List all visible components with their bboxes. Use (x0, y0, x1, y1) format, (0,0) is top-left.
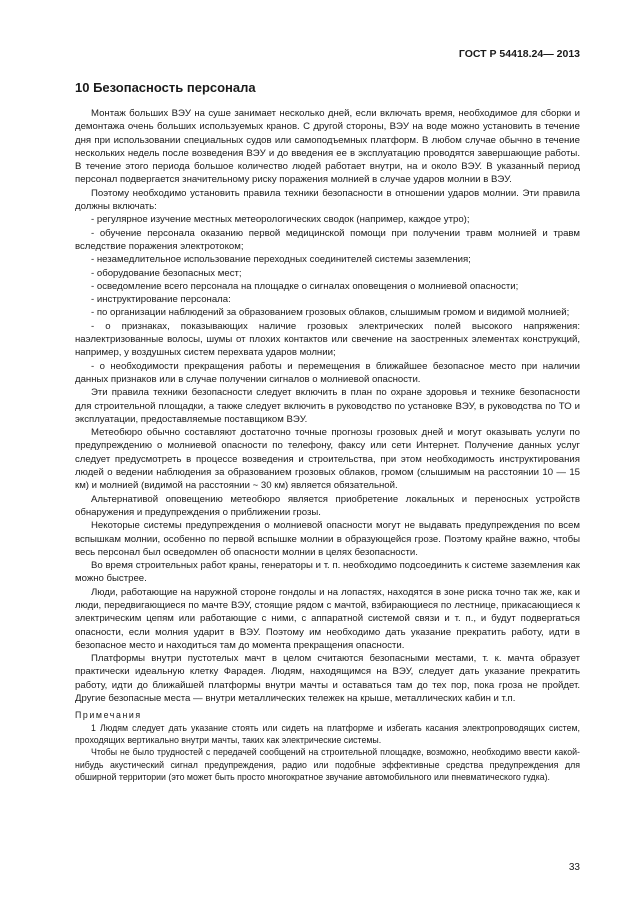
paragraph: Люди, работающие на наружной стороне гондолы и на лопастях, находятся в зоне риска точно так же, как и люди, передвигающиеся по мачте ВЭУ, стоящие рядом с мачтой, взбирающиеся по лестнице, прикасающиеся к электрическим цепям или работающие с ними, с аппаратной системой связи и т. п., и будут подвергаться опасности, если молния ударит в ВЭУ. Поэтому им необходимо дать указание прекратить работу, идти в безопасное место и находиться там до момента прекращения опасности. (75, 586, 580, 651)
paragraph: Монтаж больших ВЭУ на суше занимает несколько дней, если включать время, необходимое для сборки и демонтажа очень больших используемых кранов. С другой стороны, ВЭУ на воде можно установить в течение дня при использовании специальных судов или самоподъемных платформ. В любом случае обычно в течение нескольких недель после возведения ВЭУ и до введения ее в эксплуатацию проводятся завершающие работы. В течение этого периода большое количество людей работает внутри, на и около ВЭУ. В указанный период персонал подвергается значительному риску поражения молнией в случае ударов молнии в ВЭУ. (75, 108, 580, 186)
document-standard-header: ГОСТ Р 54418.24— 2013 (458, 48, 580, 60)
paragraph: Метеобюро обычно составляют достаточно точные прогнозы грозовых дней и могут оказывать услуги по предупреждению о молниевой опасности по телефону, факсу или сети Интернет. Получение данных услуг следует предусмотреть в процессе возведения и строительства, при этом необходимость инструктирования людей о ведении наблюдения за образованием грозовых облаков, громом (слышимым на расстоянии 10 — 15 км) и молнией (видимой на расстоянии ~ 30 км) является обязательной. (75, 427, 580, 492)
notes-title: Примечания (75, 710, 142, 721)
list-item: - о необходимости прекращения работы и перемещения в ближайшее безопасное место при наличии данных признаков или в случае получении сигналов о молниевой опасности. (75, 360, 580, 385)
paragraph: Платформы внутри пустотелых мачт в целом считаются безопасными местами, т. к. мачта образует практически идеальную клетку Фарадея. Людям, находящимся на ВЭУ, следует дать указание прекратить работу, идти до ближайшей платформы внутри мачты и оставаться там до тех пор, пока гроза не пройдет. Другие безопасные места — внутри металлических тележек на крыше, металлических кабин и т.п. (75, 653, 580, 705)
paragraph: Некоторые системы предупреждения о молниевой опасности могут не выдавать предупреждения по всем вспышкам молнии, особенно по первой вспышке молнии в образующейся грозе. Поэтому крайне важно, чтобы весь персонал был осведомлен об опасности молнии в целях безопасности. (75, 520, 580, 558)
list-item: - о признаках, показывающих наличие грозовых электрических полей высокого напряжения: наэлектризованные волосы, шумы от плохих контактов или свечение на заостренных элементах конструкций, например, у воздушных систем перехвата ударов молнии; (75, 320, 580, 359)
list-item: - осведомление всего персонала на площадке о сигналах оповещения о молниевой опасности; (91, 280, 519, 292)
paragraph: Во время строительных работ краны, генераторы и т. п. необходимо подсоединить к системе заземления как можно быстрее. (75, 560, 580, 585)
paragraph: Поэтому необходимо установить правила техники безопасности в отношении ударов молнии. Эти правила должны включать: (75, 187, 580, 213)
list-item: - по организации наблюдений за образованием грозовых облаков, слышимым громом и видимой молнией; (91, 307, 570, 319)
section-heading: 10 Безопасность персонала (75, 80, 256, 95)
note-item: Чтобы не было трудностей с передачей сообщений на строительной площадке, возможно, необходимо ввести какой-нибудь акустический сигнал предупреждения, радио или подобные эффективные средства предупреждения для обширной территории (это может быть просто многократное звучание автомобильного или пневматического гудка). (75, 747, 580, 782)
paragraph: Эти правила техники безопасности следует включить в план по охране здоровья и технике безопасности для строительной площадки, а также следует включить в руководство по установке ВЭУ, в руководства по ТО и эксплуатации, предоставляемые поставщиком ВЭУ. (75, 387, 580, 425)
list-item: - незамедлительное использование переходных соединителей системы заземления; (91, 254, 471, 266)
document-body (75, 107, 580, 783)
list-item: - регулярное изучение местных метеорологических сводок (например, каждое утро); (91, 214, 470, 226)
notes-block (75, 709, 580, 783)
list-item: - обучение персонала оказанию первой медицинской помощи при получении травм молнией и травм вследствие поражения электротоком; (75, 227, 580, 252)
list-item: - инструктирование персонала: (91, 294, 231, 306)
paragraph: Альтернативой оповещению метеобюро является приобретение локальных и переносных устройств обнаружения и предупреждения о приближении грозы. (75, 493, 580, 518)
list-item: - оборудование безопасных мест; (91, 267, 242, 279)
note-item: 1 Людям следует дать указание стоять или сидеть на платформе и избегать касания электропроводящих систем, проходящих вертикально внутри мачты, таких как электрические системы. (75, 722, 580, 745)
page-number: 33 (568, 862, 580, 873)
